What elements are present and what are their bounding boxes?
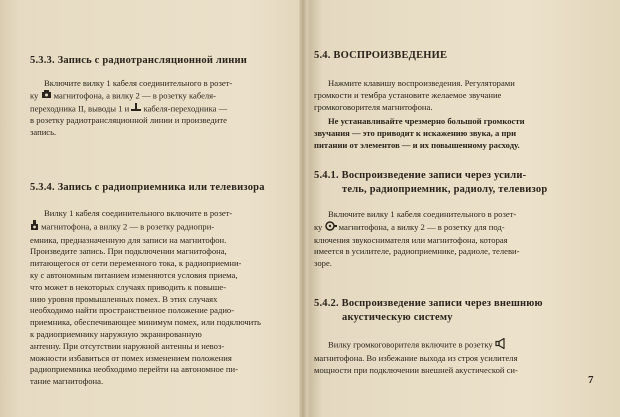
section-5-4-warning	[314, 116, 596, 151]
text-line: запись.	[30, 127, 57, 138]
text-line: Вилку 1 кабеля соединительного включите в розет-	[44, 208, 233, 218]
text-line: радиоприемника необходимо перейти на автономное пи-	[30, 364, 238, 375]
heading-5-4: 5.4. ВОСПРОИЗВЕДЕНИЕ	[314, 50, 448, 61]
text-line: нию уровня промышленных помех. В этих случаях	[30, 293, 218, 304]
text-line: кабеля-переходника —	[143, 102, 228, 113]
text-line: переходника II, выводы 1 и	[30, 102, 130, 113]
text-line: ку с автономным питанием изменяются условия приема,	[30, 269, 238, 280]
text-line: магнитофона, а вилку 2 — в розетку радиопри-	[41, 221, 215, 232]
text-line: звучания — это приводит к искажению звука, а при	[314, 127, 517, 138]
heading-5-3-4: 5.3.4. Запись с радиоприемника или телевизора	[30, 182, 265, 193]
text-line: тание магнитофона.	[30, 376, 104, 387]
text-line: Вилку громкоговорителя включите в розетку	[328, 339, 493, 350]
text-line: Произведите запись. При подключении магнитофона,	[30, 246, 227, 257]
text-line: громкоговорителя магнитофона.	[314, 101, 433, 112]
text-line: мощности при подключении внешней акустической си-	[314, 364, 518, 375]
text-line: ку	[30, 90, 39, 101]
heading-line: 5.4.1. Воспроизведение записи через усили-	[314, 170, 527, 181]
heading-5-4-1	[314, 169, 547, 197]
text-line: магнитофона. Во избежание выхода из строя усилителя	[314, 352, 518, 363]
text-line: зоре.	[314, 258, 332, 269]
text-line: антенну. При отсутствии наружной антенны и невоз-	[30, 340, 225, 351]
text-line: приемника, обеспечивающее минимум помех, или подключить	[30, 317, 261, 328]
text-line: ключения звукоснимателя или магнитофона, которая	[314, 234, 508, 245]
text-line: Включите вилку 1 кабеля соединительного в розет-	[44, 78, 233, 88]
section-5-3-4-body	[30, 208, 288, 388]
text-line: что может в некоторых случаях приводить к повыше-	[30, 281, 227, 292]
circle-socket-icon	[325, 221, 337, 235]
heading-line: акустическую систему	[342, 312, 453, 323]
text-line: необходимо найти пространственное положение радио-	[30, 305, 235, 316]
page-number: 7	[588, 374, 594, 386]
left-page	[0, 0, 302, 417]
heading-line: 5.4.2. Воспроизведение записи через внешнюю	[314, 298, 543, 309]
text-line: в розетку радиотрансляционной линии и произведите	[30, 115, 227, 126]
plug-icon	[30, 220, 39, 235]
text-line: магнитофона, а вилку 2 — в розетку для под-	[338, 221, 505, 232]
heading-5-3-3: 5.3.3. Запись с радиотрансляционной линии	[30, 55, 248, 66]
text-line: Нажмите клавишу воспроизведения. Регуляторами	[328, 78, 515, 88]
text-line: магнитофона, а вилку 2 — в розетку кабеля-	[53, 90, 216, 101]
text-line: питании от элементов — и их повышенному расходу.	[314, 139, 520, 150]
text-line: Включите вилку 1 кабеля соединительного в розет-	[328, 209, 517, 219]
socket-icon	[41, 90, 52, 103]
text-line: питающегося от сети переменного тока, к радиоприемни-	[30, 258, 242, 269]
section-5-3-3-body	[30, 78, 288, 139]
heading-5-4-2	[314, 297, 543, 325]
ground-icon	[131, 103, 141, 116]
right-page	[306, 0, 620, 417]
text-line: имеется в усилителе, радиоприемнике, радиоле, телеви-	[314, 246, 520, 257]
heading-line: тель, радиоприемник, радиолу, телевизор	[342, 184, 548, 195]
text-line: Не устанавливайте чрезмерно большой громкости	[328, 116, 525, 126]
text-line: громкости и тембра установите желаемое звучание	[314, 89, 502, 100]
section-5-4-2-body	[314, 338, 596, 376]
section-5-4-body	[314, 78, 596, 113]
text-line: ку	[314, 221, 323, 232]
speaker-icon	[495, 338, 507, 353]
section-5-4-1-body	[314, 209, 596, 270]
text-line: к радиоприемнику наружную экранированную	[30, 328, 202, 339]
text-line: емника, предназначенную для записи на магнитофон.	[30, 234, 227, 245]
text-line: можности избавиться от помех изменением положения	[30, 352, 232, 363]
